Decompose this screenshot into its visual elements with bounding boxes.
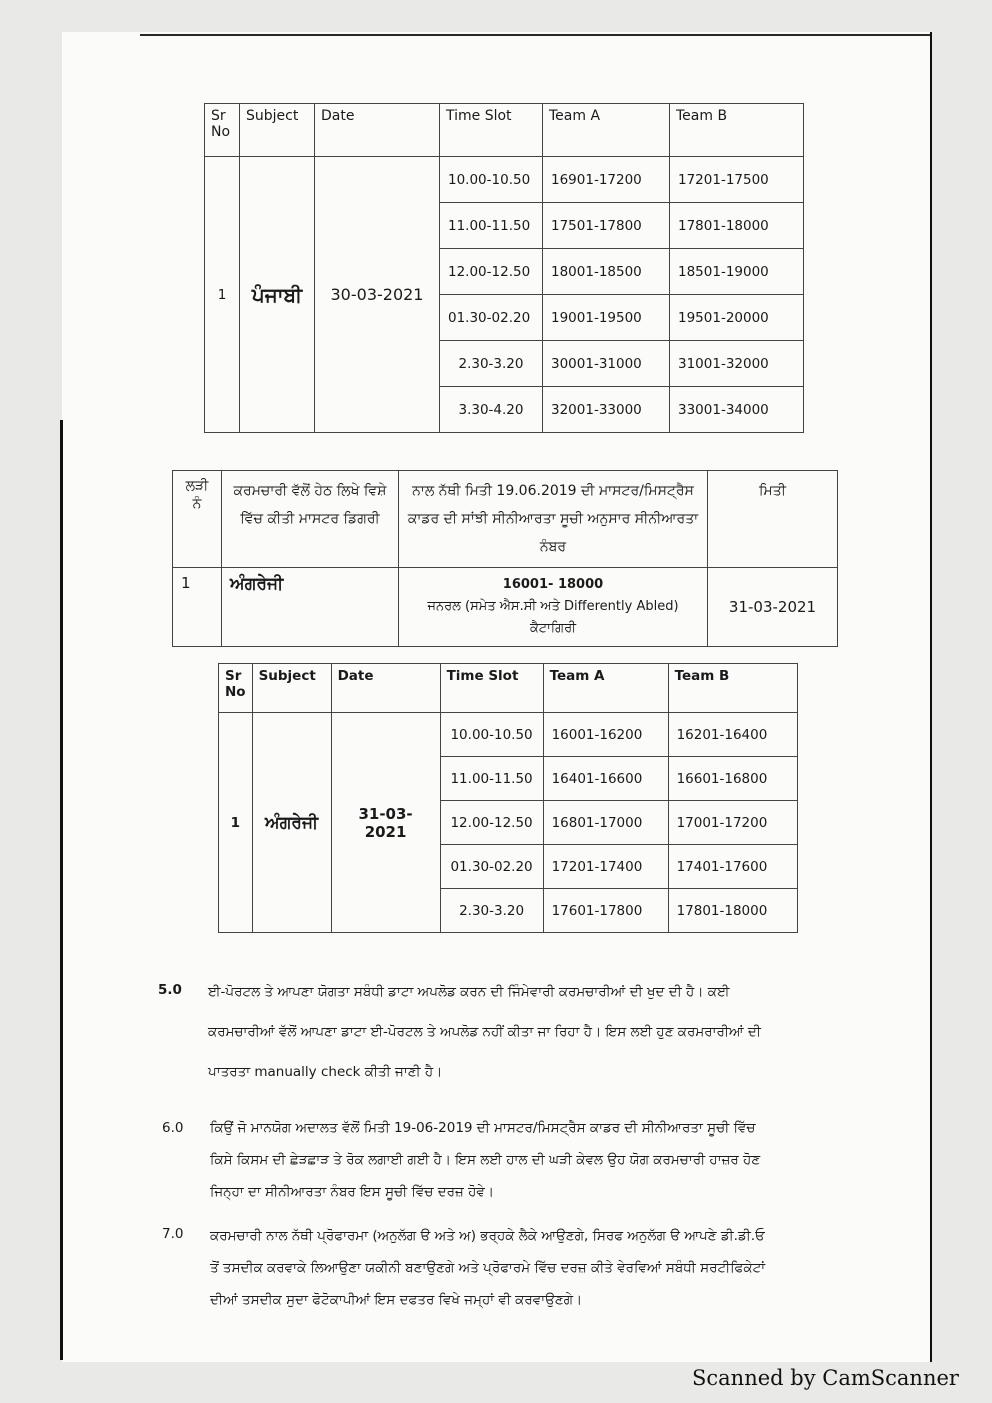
camscanner-watermark: Scanned by CamScanner [692, 1366, 959, 1390]
time-slot-cell: 11.00-11.50 [440, 757, 543, 801]
time-slot-cell: 10.00-10.50 [440, 157, 543, 203]
team-a-cell: 30001-31000 [543, 341, 670, 387]
category-text: ਜਨਰਲ (ਸਮੇਤ ਐਸ.ਸੀ ਅਤੇ Differently Abled) ਕੈਟਾਗਿਰੀ [427, 599, 679, 636]
table-header-row [205, 104, 804, 157]
paragraph-line: ਕਿਉਂ ਜੋ ਮਾਨਯੋਗ ਅਦਾਲਤ ਵੱਲੋਂ ਮਿਤੀ 19-06-2019 ਦੀ ਮਾਸਟਰ/ਮਿਸਟ੍ਰੈਸ ਕਾਡਰ ਦੀ ਸੀਨੀਆਰਤਾ ਸੂਚੀ ਵਿੱਚ [210, 1120, 756, 1136]
paragraph-5 [208, 972, 848, 1092]
header-team-b: Team B [668, 664, 797, 713]
header-time-slot: Time Slot [440, 664, 543, 713]
header-master-degree-subject: ਕਰਮਚਾਰੀ ਵੱਲੋਂ ਹੇਠ ਲਿਖੇ ਵਿਸ਼ੇ ਵਿੱਚ ਕੀਤੀ ਮਾਸਟਰ ਡਿਗਰੀ [222, 471, 399, 568]
time-slot-cell: 12.00-12.50 [440, 249, 543, 295]
schedule-table-punjabi [204, 103, 804, 433]
subject-cell: ਅੰਗਰੇਜੀ [252, 713, 331, 933]
paragraph-number: 5.0 [158, 982, 182, 998]
table-row [173, 568, 838, 647]
header-sr-no: Sr No [205, 104, 240, 157]
paragraph-line: ਈ-ਪੋਰਟਲ ਤੇ ਆਪਣਾ ਯੋਗਤਾ ਸਬੰਧੀ ਡਾਟਾ ਅਪਲੋਡ ਕਰਨ ਦੀ ਜਿੰਮੇਵਾਰੀ ਕਰਮਚਾਰੀਆਂ ਦੀ ਖੁਦ ਦੀ ਹੈ। ਕਈ [208, 984, 730, 1000]
header-team-a: Team A [543, 664, 668, 713]
team-b-cell: 33001-34000 [670, 387, 804, 433]
team-b-cell: 17001-17200 [668, 801, 797, 845]
time-slot-cell: 12.00-12.50 [440, 801, 543, 845]
team-b-cell: 19501-20000 [670, 295, 804, 341]
header-time-slot: Time Slot [440, 104, 543, 157]
subject-cell: ਅੰਗਰੇਜੀ [222, 568, 399, 647]
paragraph-line: ਜਿਨ੍ਹਾ ਦਾ ਸੀਨੀਆਰਤਾ ਨੰਬਰ ਇਸ ਸੂਚੀ ਵਿੱਚ ਦਰਜ਼ ਹੋਵੇ। [210, 1184, 494, 1200]
paragraph-line: ਤੋਂ ਤਸਦੀਕ ਕਰਵਾਕੇ ਲਿਆਉਣਾ ਯਕੀਨੀ ਬਣਾਉਣਗੇ ਅਤੇ ਪ੍ਰੋਫਾਰਮੇ ਵਿੱਚ ਦਰਜ਼ ਕੀਤੇ ਵੇਰਵਿਆਂ ਸਬੰਧੀ ਸਰਟੀਫਿਕੇਟਾਂ [210, 1260, 766, 1276]
header-sr-no: Sr No [219, 664, 253, 713]
team-a-cell: 17601-17800 [543, 889, 668, 933]
team-a-cell: 17201-17400 [543, 845, 668, 889]
time-slot-cell: 11.00-11.50 [440, 203, 543, 249]
team-a-cell: 16401-16600 [543, 757, 668, 801]
team-a-cell: 32001-33000 [543, 387, 670, 433]
header-subject: Subject [240, 104, 315, 157]
page-top-edge [140, 34, 930, 36]
header-date: Date [315, 104, 440, 157]
time-slot-cell: 3.30-4.20 [440, 387, 543, 433]
date-cell: 31-03-2021 [331, 713, 440, 933]
sr-no-cell: 1 [205, 157, 240, 433]
header-team-b: Team B [670, 104, 804, 157]
sr-no-cell: 1 [173, 568, 222, 647]
team-b-cell: 18501-19000 [670, 249, 804, 295]
date-cell: 31-03-2021 [708, 568, 838, 647]
schedule-table-english [218, 663, 798, 933]
team-b-cell: 17801-18000 [670, 203, 804, 249]
time-slot-cell: 01.30-02.20 [440, 845, 543, 889]
header-team-a: Team A [543, 104, 670, 157]
time-slot-cell: 2.30-3.20 [440, 889, 543, 933]
paragraph-6 [210, 1112, 850, 1208]
header-subject: Subject [252, 664, 331, 713]
paragraph-line: ਕਿਸੇ ਕਿਸਮ ਦੀ ਛੇੜਛਾੜ ਤੇ ਰੋਕ ਲਗਾਈ ਗਈ ਹੈ। ਇਸ ਲਈ ਹਾਲ ਦੀ ਘੜੀ ਕੇਵਲ ਉਹ ਯੋਗ ਕਰਮਚਾਰੀ ਹਾਜ਼ਰ ਹੋਣ [210, 1152, 761, 1168]
seniority-range-cell [399, 568, 708, 647]
date-cell: 30-03-2021 [315, 157, 440, 433]
team-a-cell: 18001-18500 [543, 249, 670, 295]
team-b-cell: 17401-17600 [668, 845, 797, 889]
seniority-range: 16001- 18000 [502, 577, 604, 592]
time-slot-cell: 01.30-02.20 [440, 295, 543, 341]
header-sr-no: ਲੜੀ ਨੰ [173, 471, 222, 568]
time-slot-cell: 2.30-3.20 [440, 341, 543, 387]
paragraph-7 [210, 1220, 850, 1316]
page-left-edge [60, 420, 63, 1360]
paragraph-line: ਦੀਆਂ ਤਸਦੀਕ ਸੁਦਾ ਫੋਟੋਕਾਪੀਆਂ ਇਸ ਦਫਤਰ ਵਿਖੇ ਜਮ੍ਹਾਂ ਵੀ ਕਰਵਾਉਣਗੇ। [210, 1292, 583, 1308]
paragraph-line: ਪਾਤਰਤਾ manually check ਕੀਤੀ ਜਾਣੀ ਹੈ। [208, 1064, 443, 1080]
table-header-row [219, 664, 798, 713]
team-b-cell: 31001-32000 [670, 341, 804, 387]
table-header-row [173, 471, 838, 568]
header-seniority-number: ਨਾਲ ਨੱਥੀ ਮਿਤੀ 19.06.2019 ਦੀ ਮਾਸਟਰ/ਮਿਸਟ੍ਰੈਸ ਕਾਡਰ ਦੀ ਸਾਂਝੀ ਸੀਨੀਆਰਤਾ ਸੂਚੀ ਅਨੁਸਾਰ ਸੀਨੀਆਰਤਾ ਨੰਬਰ [399, 471, 708, 568]
table-row [205, 157, 804, 203]
time-slot-cell: 10.00-10.50 [440, 713, 543, 757]
team-a-cell: 16001-16200 [543, 713, 668, 757]
paragraph-number: 7.0 [162, 1226, 184, 1242]
team-b-cell: 17801-18000 [668, 889, 797, 933]
team-b-cell: 17201-17500 [670, 157, 804, 203]
team-a-cell: 16801-17000 [543, 801, 668, 845]
seniority-table [172, 470, 838, 647]
paragraph-number: 6.0 [162, 1120, 184, 1136]
team-b-cell: 16601-16800 [668, 757, 797, 801]
team-a-cell: 17501-17800 [543, 203, 670, 249]
header-date: Date [331, 664, 440, 713]
table-row [219, 713, 798, 757]
header-date: ਮਿਤੀ [708, 471, 838, 568]
team-a-cell: 19001-19500 [543, 295, 670, 341]
team-b-cell: 16201-16400 [668, 713, 797, 757]
paragraph-line: ਕਰਮਚਾਰੀਆਂ ਵੱਲੋਂ ਆਪਣਾ ਡਾਟਾ ਈ-ਪੋਰਟਲ ਤੇ ਅਪਲੋਡ ਨਹੀਂ ਕੀਤਾ ਜਾ ਰਿਹਾ ਹੈ। ਇਸ ਲਈ ਹੁਣ ਕਰਮਰਾਰੀਆਂ ਦੀ [208, 1024, 761, 1040]
subject-cell: ਪੰਜਾਬੀ [240, 157, 315, 433]
sr-no-cell: 1 [219, 713, 253, 933]
paragraph-line: ਕਰਮਚਾਰੀ ਨਾਲ ਨੱਥੀ ਪ੍ਰੋਫਾਰਮਾ (ਅਨੁਲੱਗ ੳ ਅਤੇ ਅ) ਭਰ੍ਹਕੇ ਲੈਕੇ ਆਉਣਗੇ, ਸਿਰਫ ਅਨੁਲੱਗ ੳ ਆਪਣੇ ਡੀ.ਡੀ.ਓ [210, 1228, 765, 1244]
team-a-cell: 16901-17200 [543, 157, 670, 203]
